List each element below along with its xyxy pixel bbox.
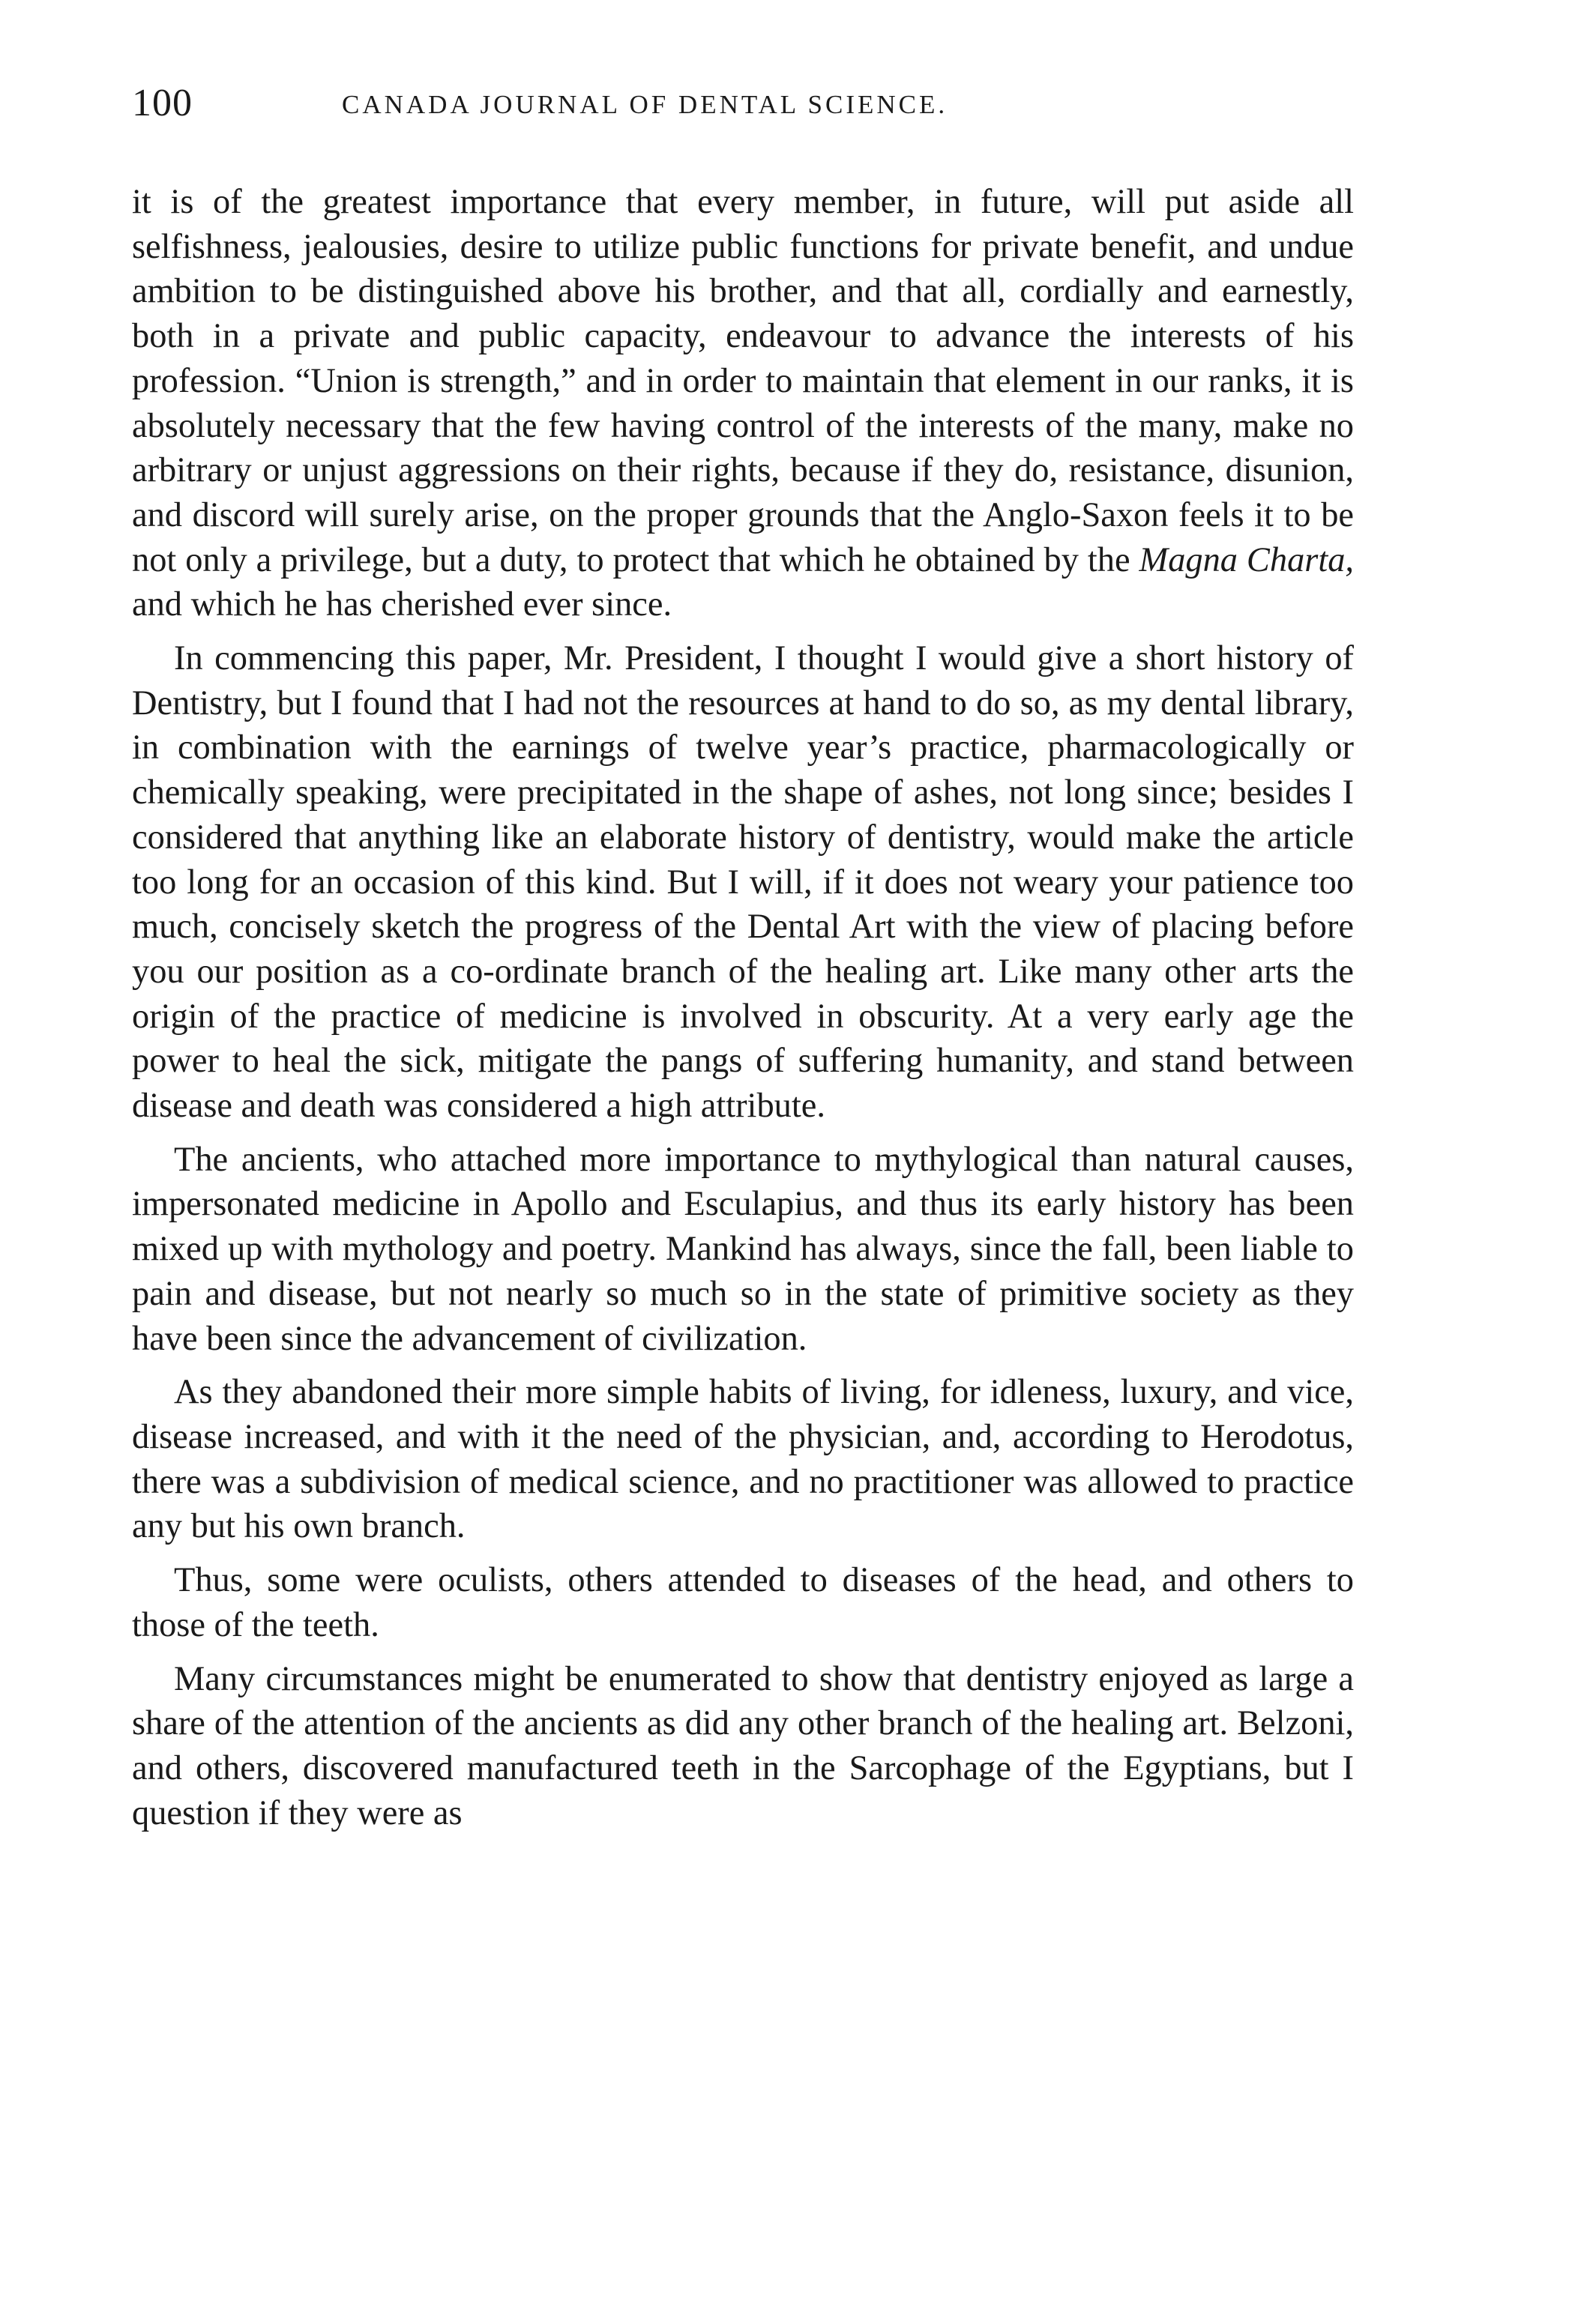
running-head [132,81,1354,141]
article-body [132,180,1354,1835]
italic-title: Magna Charta, [1139,540,1354,579]
journal-page [132,81,1354,1844]
journal-title: CANADA JOURNAL OF DENTAL SCIENCE. [342,90,948,119]
paragraph: Thus, some were oculists, others attended to diseases of the head, and others to those of the teeth. [132,1561,1354,1644]
paragraph: Many circumstances might be enumerated to show that dentistry enjoyed as large a share of the attention of the ancients as did any other branch of the healing art. Belzoni, and others, discovered manufactured teeth in the Sarcophage of the Egyptians, but I question if they were as [132,1659,1354,1832]
paragraph-text: it is of the greatest importance that every member, in future, will put aside all selfishness, jealousies, desire to utilize public functions for private benefit, and undue ambition to be distinguished above his brother, and that all, cordially and earnestly, both in a private and public capacity, endeavour to advance the interests of his profession. “Union is strength,” and in order to maintain that element in our ranks, it is absolutely necessary that the few having control of the interests of the many, make no arbitrary or unjust aggressions on their rights, because if they do, resistance, disunion, and discord will surely arise, on the proper grounds that the Anglo-Saxon feels it to be not only a privilege, but a duty, to protect that which he obtained by the [132,183,1354,579]
paragraph: In commencing this paper, Mr. President, I thought I would give a short history of Dentistry, but I found that I had not the resources at hand to do so, as my dental library, in combination with the earnings of twelve year’s practice, pharmacologically or chemically speaking, were precipitated in the shape of ashes, not long since; besides I considered that anything like an elaborate history of dentistry, would make the article too long for an occasion of this kind. But I will, if it does not weary your patience too much, concisely sketch the progress of the Dental Art with the view of placing before you our position as a co-ordinate branch of the healing art. Like many other arts the origin of the practice of medicine is involved in obscurity. At a very early age the power to heal the sick, mitigate the pangs of suffering humanity, and stand between disease and death was considered a high attribute. [132,639,1354,1126]
paragraph-text: and which he has cherished ever since. [132,585,672,624]
paragraph: The ancients, who attached more importance to mythylogical than natural causes, impersonated medicine in Apollo and Esculapius, and thus its early history has been mixed up with mythology and poetry. Mankind has always, since the fall, been liable to pain and disease, but not nearly so much so in the state of primitive society as they have been since the advancement of civilization. [132,1140,1354,1358]
paragraph-continued [132,180,1354,627]
paragraph: As they abandoned their more simple habits of living, for idleness, luxury, and vice, disease increased, and with it the need of the physician, and, according to Herodotus, there was a subdivision of medical science, and no practitioner was allowed to practice any but his own branch. [132,1373,1354,1546]
page-number: 100 [132,82,193,124]
